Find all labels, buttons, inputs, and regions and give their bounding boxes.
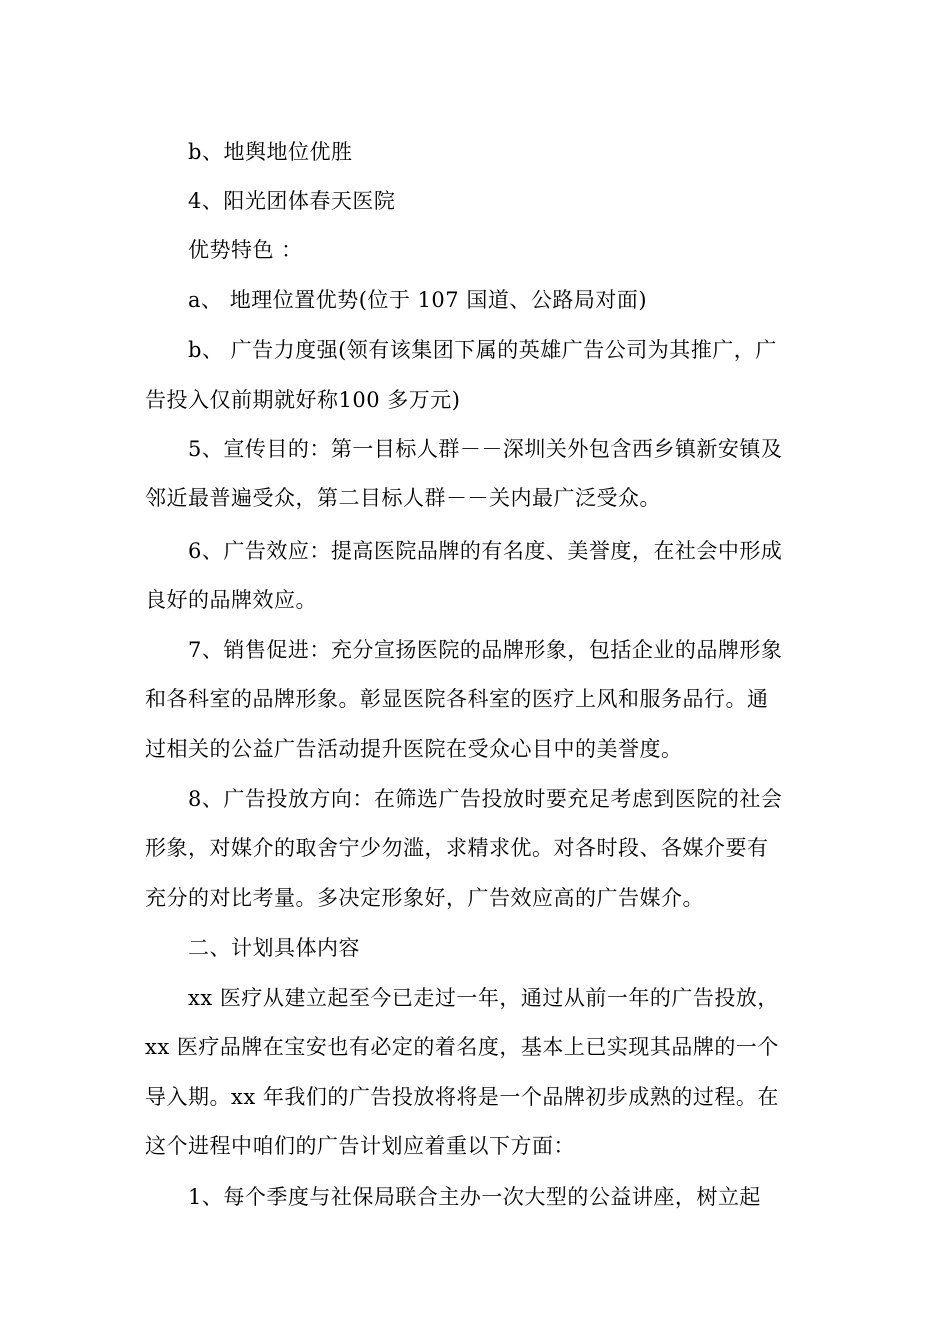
text-line: 良好的品牌效应。 [145,588,317,612]
text-line: 1、每个季度与社保局联合主办一次大型的公益讲座，树立起 [188,1185,761,1209]
text-line: 和各科室的品牌形象。彰显医院各科室的医疗上风和服务品行。通 [145,687,769,711]
section-heading: 二、计划具体内容 [188,936,360,960]
text-line: b、地舆地位优胜 [188,140,353,164]
text-line: 导入期。xx 年我们的广告投放将将是一个品牌初步成熟的过程。在 [145,1085,779,1109]
text-line: 邻近最普遍受众，第二目标人群－－关内最广泛受众。 [145,486,661,510]
text-line: 告投入仅前期就好称100 多万元) [145,388,461,412]
text-line: 7、销售促进：充分宣扬医院的品牌形象，包括企业的品牌形象 [188,638,783,662]
text-line: 5、宣传目的：第一目标人群－－深圳关外包含西乡镇新安镇及 [188,437,783,461]
text-line: 6、广告效应：提高医院品牌的有名度、美誉度，在社会中形成 [188,539,783,563]
text-line: xx 医疗从建立起至今已走过一年，通过从前一年的广告投放， [188,986,779,1010]
text-line: 形象，对媒介的取舍宁少勿滥，求精求优。对各时段、各媒介要有 [145,836,769,860]
text-line: 过相关的公益广告活动提升医院在受众心目中的美誉度。 [145,737,683,761]
text-line: 4、阳光团体春天医院 [188,189,396,213]
text-line: 8、广告投放方向：在筛选广告投放时要充足考虑到医院的社会 [188,787,783,811]
text-line: 优势特色 ： [188,238,303,262]
text-line: xx 医疗品牌在宝安也有必定的着名度，基本上已实现其品牌的一个 [145,1035,779,1059]
text-line: 这个进程中咱们的广告计划应着重以下方面： [145,1134,575,1158]
text-line: 充分的对比考量。多决定形象好，广告效应高的广告媒介。 [145,886,704,910]
text-line: a、 地理位置优势(位于 107 国道、公路局对面) [188,288,648,312]
text-line: b、 广告力度强(领有该集团下属的英雄广告公司为其推广，广 [188,338,777,362]
